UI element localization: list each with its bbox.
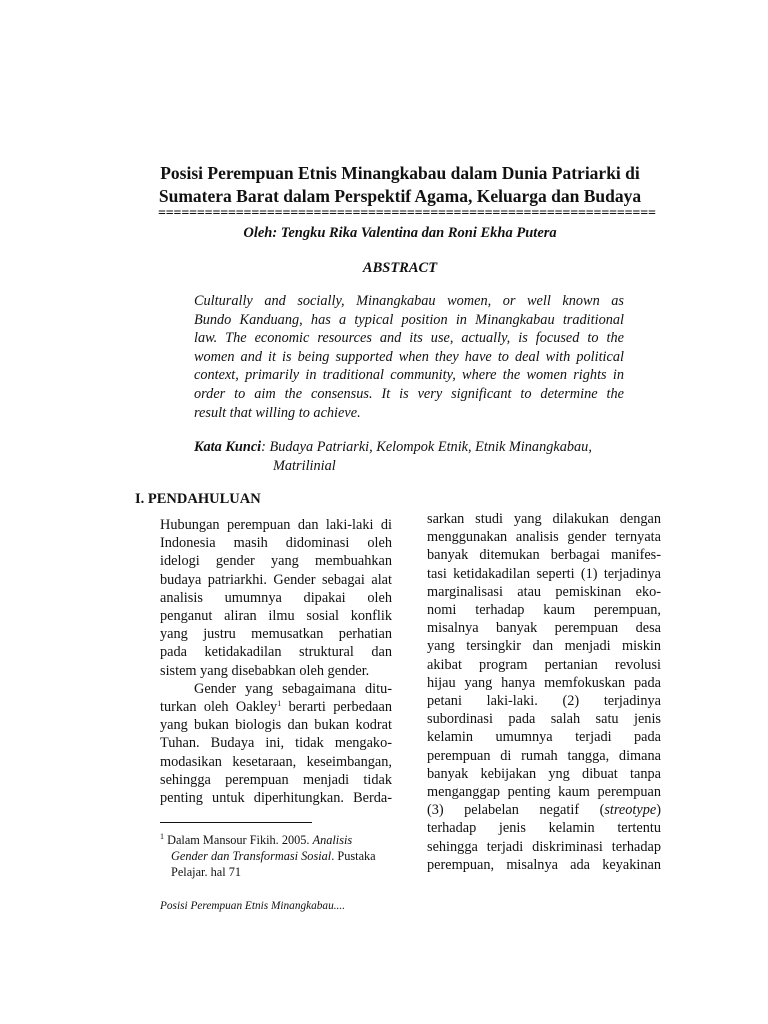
body-line [427, 801, 661, 819]
section-heading: I. PENDAHULUAN [135, 491, 261, 507]
abstract-line: law. The economic resources and its use, actually, is focused to the [194, 330, 624, 347]
body-line: yang justru memusatkan perhatian [160, 626, 392, 643]
body-line: menganggap penting kaum perempuan [427, 784, 661, 801]
body-line: sistem yang disebabkan oleh gender. [160, 662, 370, 679]
body-line: perempuan di rumah tangga, dimana [427, 747, 661, 764]
keywords-label: Kata Kunci [194, 439, 262, 455]
paper-title [150, 162, 650, 208]
body-line [160, 698, 392, 716]
abstract-line: women and it is being supported when they have to deal with political [194, 348, 624, 365]
body-line: tasi ketidakadilan seperti (1) terjadinya [427, 565, 661, 582]
body-text: berarti perbedaan [281, 699, 392, 716]
keywords [194, 438, 634, 475]
body-line: pada ketidakadilan struktural dan [160, 644, 392, 661]
body-line: Gender yang sebagaimana ditu- [194, 680, 392, 697]
body-line: terhadap jenis kelamin tertentu [427, 820, 661, 837]
right-column [427, 510, 661, 874]
footnote-line [160, 829, 392, 848]
footnote-text: Dalam Mansour Fikih. 2005. [164, 833, 313, 847]
footnote-title: Gender dan Transformasi Sosial [171, 849, 332, 863]
body-line: banyak ditemukan berbagai manifes- [427, 547, 661, 564]
abstract-line: context, primarily in traditional community, where the women rights in [194, 367, 624, 384]
footnote-line [160, 848, 392, 864]
body-text: (3) pelabelan negatif ( [427, 802, 605, 819]
body-line: idelogi gender yang membuahkan [160, 553, 392, 570]
body-line: kelamin umumnya terjadi pada [427, 729, 661, 746]
body-line: petani laki-laki. (2) terjadinya [427, 693, 661, 710]
footnote-number: 1 [160, 832, 164, 841]
authors-line: Oleh: Tengku Rika Valentina dan Roni Ekha Putera [243, 225, 557, 241]
body-line: sarkan studi yang dilakukan dengan [427, 511, 661, 527]
keywords-text: : Budaya Patriarki, Kelompok Etnik, Etnik Minangkabau, [261, 439, 592, 455]
body-line: marginalisasi atau pemiskinan eko- [427, 583, 661, 600]
abstract-line: order to aim the consensus. It is very significant to determine the [194, 385, 624, 402]
title-line-2: Sumatera Barat dalam Perspektif Agama, Keluarga dan Budaya [158, 186, 642, 206]
body-line: menggunakan analisis gender ternyata [427, 529, 661, 546]
body-line: nomi terhadap kaum perempuan, [427, 602, 661, 619]
footnote [160, 829, 392, 880]
body-text: turkan oleh Oakley [160, 699, 278, 716]
body-line: hijau yang hanya memfokuskan pada [427, 674, 661, 691]
abstract-line: Culturally and socially, Minangkabau women, or well known as [194, 293, 624, 309]
body-line: Hubungan perempuan dan laki-laki di [160, 517, 392, 533]
body-line: banyak kebijakan yng dibuat tanpa [427, 765, 661, 782]
body-line: Indonesia masih didominasi oleh [160, 535, 392, 552]
body-line: analisis umumnya dipakai oleh [160, 589, 392, 606]
body-line: yang bukan biologis dan bukan kodrat [160, 717, 392, 734]
body-line: sehingga terjadi diskriminasi terhadap [427, 838, 661, 855]
body-line: yang tersingkir dan menjadi miskin [427, 638, 661, 655]
italic-term: streotype [604, 802, 657, 819]
title-line-1: Posisi Perempuan Etnis Minangkabau dalam Dunia Patriarki di [160, 163, 640, 183]
footnote-divider [160, 822, 312, 823]
footnote-title: Analisis [312, 833, 353, 847]
abstract-body [194, 292, 624, 422]
title-separator: ================================================================ [158, 206, 656, 221]
abstract-heading: ABSTRACT [362, 260, 438, 276]
abstract-line: Bundo Kanduang, has a typical position in Minangkabau traditional [194, 311, 624, 328]
body-line: akibat program pertanian revolusi [427, 656, 661, 673]
running-footer: Posisi Perempuan Etnis Minangkabau.... [160, 900, 346, 912]
body-line: misalnya banyak perempuan desa [427, 620, 661, 637]
body-line: budaya patriarkhi. Gender sebagai alat [160, 571, 392, 588]
abstract-line: result that willing to achieve. [194, 404, 361, 421]
body-line: penganut aliran ilmu sosial konflik [160, 608, 392, 625]
body-line: perempuan, misalnya ada keyakinan [427, 856, 661, 873]
footnote-line: Pelajar. hal 71 [171, 865, 242, 879]
body-line: penting untuk diperhitungkan. Berda- [160, 790, 392, 807]
body-line: subordinasi pada salah satu jenis [427, 711, 661, 728]
left-column [160, 516, 392, 807]
body-line: modasikan kesetaraan, keseimbangan, [160, 753, 392, 770]
body-line: Tuhan. Budaya ini, tidak mengako- [160, 735, 392, 752]
footnote-text: . Pustaka [331, 849, 376, 863]
footnote-ref: 1 [277, 699, 282, 709]
body-line: sehingga perempuan menjadi tidak [160, 771, 392, 788]
keywords-text-continued: Matrilinial [273, 457, 336, 474]
body-text: ) [656, 802, 661, 819]
